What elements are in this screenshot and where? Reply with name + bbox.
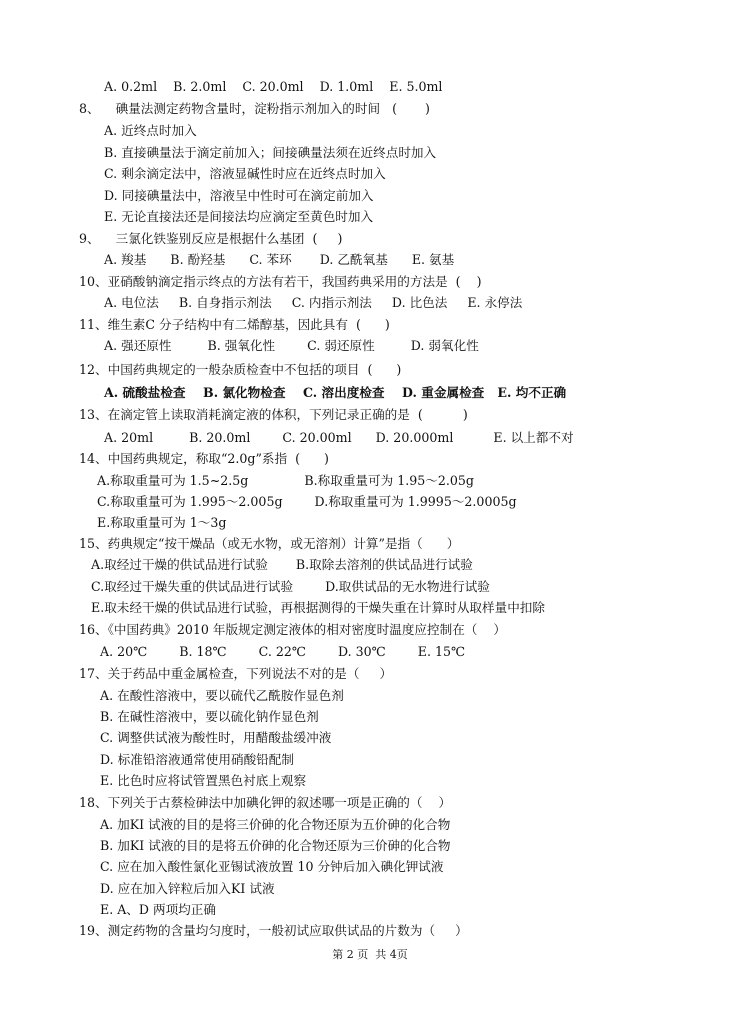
option-line: A. 0.2ml B. 2.0ml C. 20.0ml D. 1.0ml E. 5.0ml <box>104 79 443 94</box>
option-line: C. 应在加入酸性氯化亚锡试液放置 10 分钟后加入碘化钾试液 <box>100 859 444 874</box>
question-15: 15、药典规定“按干燥品（或无水物，或无溶剂）计算”是指（ ） <box>79 536 460 551</box>
option-line: E.称取重量可为 1～3g <box>97 515 227 530</box>
option-line: A. 强还原性 B. 强氧化性 C. 弱还原性 D. 弱氧化性 <box>104 338 479 353</box>
option-line: B. 加KI 试液的目的是将五价砷的化合物还原为三价砷的化合物 <box>100 838 451 853</box>
option-line: D. 应在加入锌粒后加入KI 试液 <box>100 881 275 896</box>
question-19: 19、测定药物的含量均匀度时，一般初试应取供试品的片数为（ ） <box>79 923 468 938</box>
question-11: 11、维生素C 分子结构中有二烯醇基，因此具有 ( ) <box>79 317 390 332</box>
option-line: C.称取重量可为 1.995～2.005g D.称取重量可为 1.9995～2.0005g <box>97 494 517 509</box>
question-14: 14、中国药典规定，称取“2.0g”系指 ( ) <box>79 451 329 466</box>
option-line: E.取未经干燥的供试品进行试验，再根据测得的干燥失重在计算时从取样量中扣除 <box>91 600 545 615</box>
option-line: B. 直接碘量法于滴定前加入；间接碘量法须在近终点时加入 <box>104 145 437 160</box>
question-13: 13、在滴定管上读取消耗滴定液的体积，下列记录正确的是 ( ) <box>79 407 468 422</box>
option-line: E. A、D 两项均正确 <box>100 902 216 917</box>
option-line: C. 调整供试液为酸性时，用醋酸盐缓冲液 <box>100 730 332 745</box>
option-line: E. 比色时应将试管置黑色衬底上观察 <box>100 773 307 788</box>
question-17: 17、关于药品中重金属检查，下列说法不对的是（ ） <box>79 666 393 681</box>
option-line: A. 加KI 试液的目的是将三价砷的化合物还原为五价砷的化合物 <box>100 817 451 832</box>
option-line: A. 电位法 B. 自身指示剂法 C. 内指示剂法 D. 比色法 E. 永停法 <box>104 295 523 310</box>
option-line: A.取经过干燥的供试品进行试验 B.取除去溶剂的供试品进行试验 <box>91 557 473 572</box>
option-line: C.取经过干燥失重的供试品进行试验 D.取供试品的无水物进行试验 <box>91 579 490 594</box>
question-18: 18、下列关于古蔡检砷法中加碘化钾的叙述哪一项是正确的（ ） <box>79 795 452 810</box>
option-line: A. 在酸性溶液中，要以硫代乙酰胺作显色剂 <box>100 688 344 703</box>
question-10: 10、亚硝酸钠滴定指示终点的方法有若干，我国药典采用的方法是 ( ) <box>79 274 482 289</box>
option-line: C. 剩余滴定法中，溶液显碱性时应在近终点时加入 <box>104 166 386 181</box>
option-line: A. 20ml B. 20.0ml C. 20.00ml D. 20.000ml E. 以上都不对 <box>104 430 574 445</box>
page-footer: 第 2 页 共 4页 <box>332 948 408 961</box>
question-12: 12、中国药典规定的一般杂质检查中不包括的项目 ( ) <box>79 362 402 377</box>
option-line: B. 在碱性溶液中，要以硫化钠作显色剂 <box>100 709 319 724</box>
option-line: D. 标准铅溶液通常使用硝酸铅配制 <box>100 752 294 767</box>
option-line: A.称取重量可为 1.5~2.5g B.称取重量可为 1.95～2.05g <box>97 473 474 488</box>
option-line: E. 无论直接法还是间接法均应滴定至黄色时加入 <box>104 209 374 224</box>
option-line: A. 20℃ B. 18℃ C. 22℃ D. 30℃ E. 15℃ <box>100 644 466 659</box>
option-line: A. 近终点时加入 <box>104 123 197 138</box>
option-line: A. 硫酸盐检查 B. 氯化物检查 C. 溶出度检查 D. 重金属检查 E. 均不正确 <box>104 385 567 400</box>
question-9: 9、 三氯化铁鉴别反应是根据什么基团 ( ) <box>79 231 343 246</box>
option-line: A. 羧基 B. 酚羟基 C. 苯环 D. 乙酰氧基 E. 氨基 <box>104 252 455 267</box>
question-16: 16、《中国药典》2010 年版规定测定液体的相对密度时温度应控制在（ ） <box>79 622 507 637</box>
question-8: 8、 碘量法测定药物含量时，淀粉指示剂加入的时间 ( ) <box>79 101 430 116</box>
option-line: D. 同接碘量法中，溶液呈中性时可在滴定前加入 <box>104 188 374 203</box>
